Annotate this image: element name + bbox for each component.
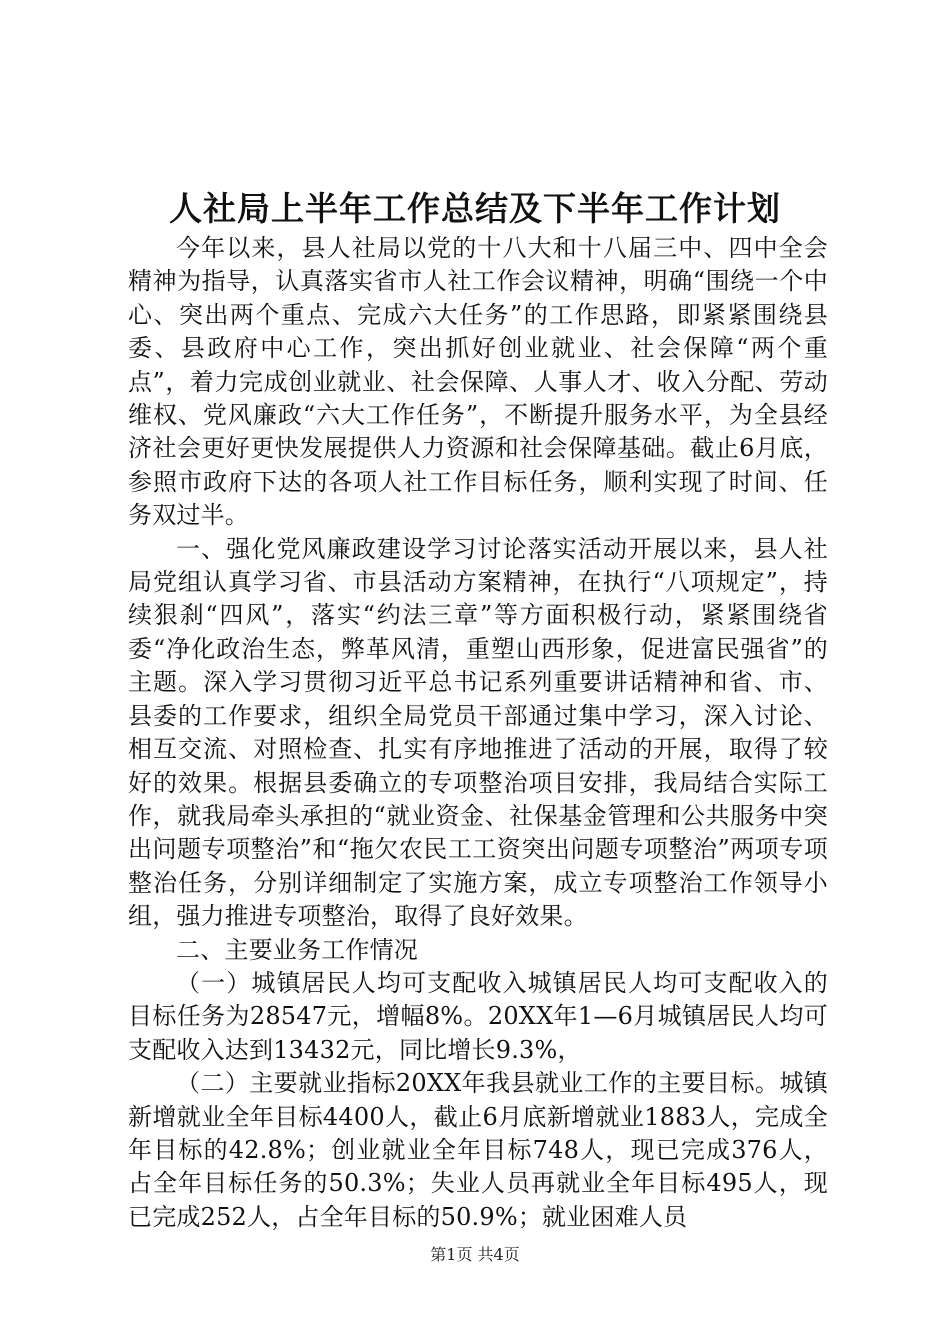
paragraph-income: （一）城镇居民人均可支配收入城镇居民人均可支配收入的目标任务为28547元，增幅8%。20XX年1—6月城镇居民人均可支配收入达到13432元，同比增长9.3%， [128,968,828,1064]
document-body [128,232,828,1234]
document-title: 人社局上半年工作总结及下半年工作计划 [169,189,781,228]
paragraph-section-one: 一、强化党风廉政建设学习讨论落实活动开展以来，县人社局党组认真学习省、市县活动方案精神，在执行“八项规定”，持续狠刹“四风”，落实“约法三章”等方面积极行动，紧紧围绕省委“净化政治生态，弊革风清，重塑山西形象，促进富民强省”的主题。深入学习贯彻习近平总书记系列重要讲话精神和省、市、县委的工作要求，组织全局党员干部通过集中学习，深入讨论、相互交流、对照检查、扎实有序地推进了活动的开展，取得了较好的效果。根据县委确立的专项整治项目安排，我局结合实际工作，就我局牵头承担的“就业资金、社保基金管理和公共服务中突出问题专项整治”和“拖欠农民工工资突出问题专项整治”两项专项整治任务，分别详细制定了实施方案，成立专项整治工作领导小组，强力推进专项整治，取得了良好效果。 [128,534,828,931]
paragraph-section-two-heading: 二、主要业务工作情况 [176,935,418,964]
paragraph-employment: （二）主要就业指标20XX年我县就业工作的主要目标。城镇新增就业全年目标4400人，截止6月底新增就业1883人，完成全年目标的42.8%；创业就业全年目标748人，现已完成376人，占全年目标任务的50.3%；失业人员再就业全年目标495人，现已完成252人，占全年目标的50.9%；就业困难人员 [128,1069,828,1231]
paragraph-intro: 今年以来，县人社局以党的十八大和十八届三中、四中全会精神为指导，认真落实省市人社工作会议精神，明确“围绕一个中心、突出两个重点、完成六大任务”的工作思路，即紧紧围绕县委、县政府中心工作，突出抓好创业就业、社会保障“两个重点”，着力完成创业就业、社会保障、人事人才、收入分配、劳动维权、党风廉政“六大工作任务”，不断提升服务水平，为全县经济社会更好更快发展提供人力资源和社会保障基础。截止6月底，参照市政府下达的各项人社工作目标任务，顺利实现了时间、任务双过半。 [128,234,828,530]
page-footer: 第1页 共4页 [430,1245,520,1264]
